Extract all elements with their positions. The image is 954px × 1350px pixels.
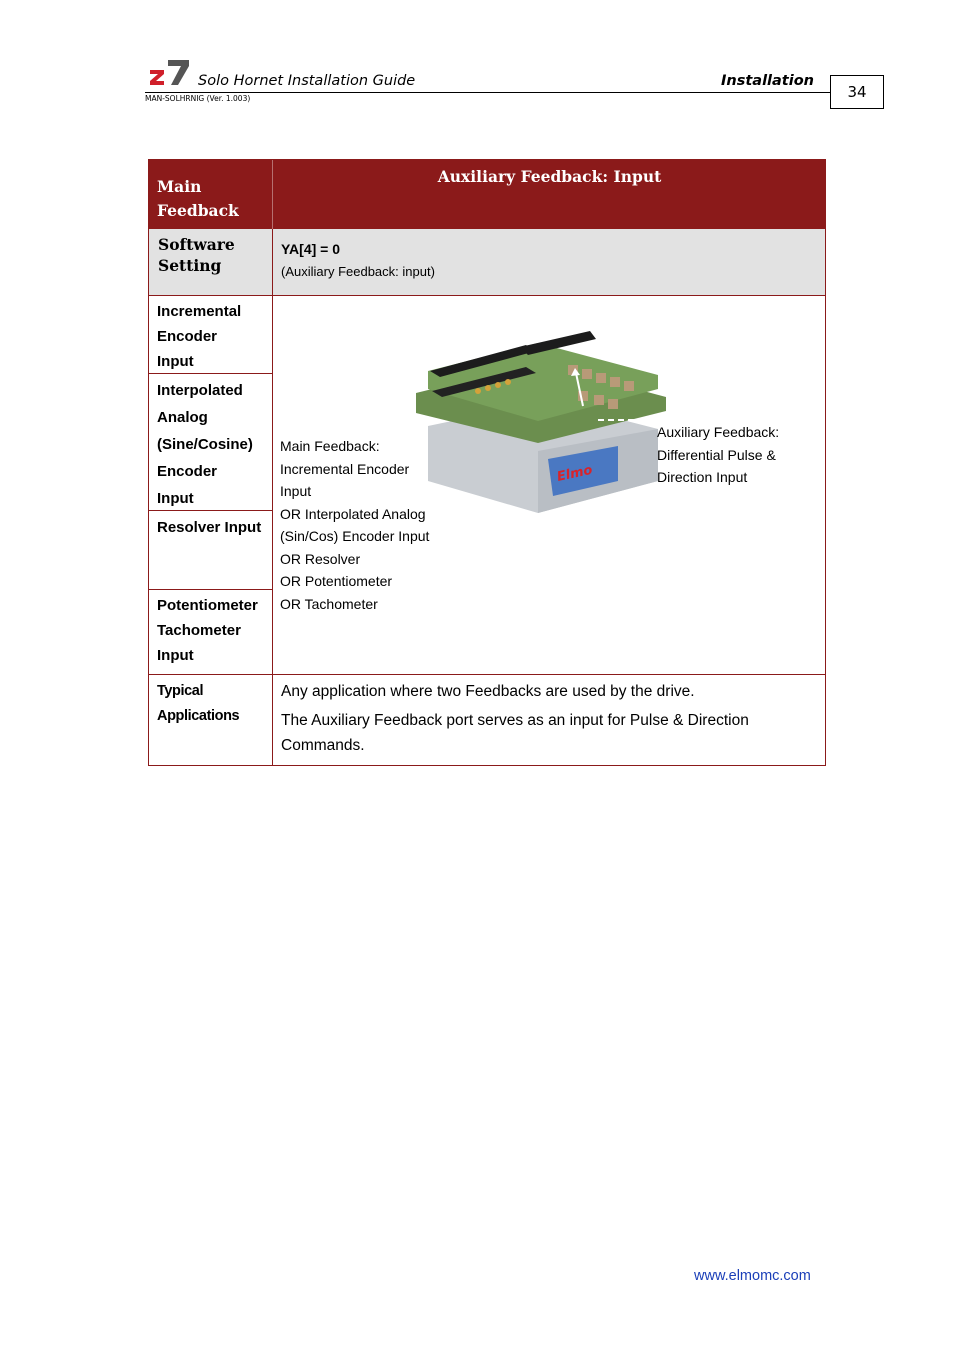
row-label-potentiometer-tachometer: Potentiometer Tachometer Input — [157, 597, 258, 664]
document-title: Solo Hornet Installation Guide — [198, 73, 416, 89]
main-feedback-header — [148, 159, 273, 229]
row-label-resolver: Resolver Input — [157, 519, 262, 536]
table-left-border — [148, 295, 149, 766]
table-right-border — [825, 295, 826, 766]
main-feedback-line: OR Resolver — [280, 550, 361, 567]
column-divider — [272, 295, 273, 766]
main-feedback-line: Input — [280, 483, 312, 499]
aux-feedback-line: Differential Pulse & — [657, 446, 776, 463]
row-label-interpolated-analog: Interpolated Analog (Sine/Cosine) Encoder Input — [157, 382, 253, 507]
software-setting-label: Software Setting — [158, 235, 235, 275]
software-setting-value-cell — [273, 229, 826, 295]
header-rule — [145, 92, 831, 93]
main-feedback-line: OR Tachometer — [280, 595, 378, 612]
aux-feedback-description — [657, 421, 817, 489]
row-divider — [148, 295, 826, 296]
main-feedback-line: Incremental Encoder — [280, 460, 410, 477]
main-feedback-line: (Sin/Cos) Encoder Input — [280, 528, 430, 544]
main-feedback-line: Main Feedback: — [280, 438, 380, 454]
typical-application-line: Commands. — [281, 737, 365, 754]
software-setting-label-cell — [148, 229, 273, 295]
typical-application-line: Any application where two Feedbacks are used by the drive. — [281, 683, 695, 700]
software-command: YA[4] = 0 — [281, 241, 341, 257]
table-bottom-border — [148, 765, 826, 766]
typical-application-line: The Auxiliary Feedback port serves as an input for Pulse & Direction — [281, 712, 749, 729]
main-feedback-line: OR Interpolated Analog — [280, 505, 426, 522]
row-divider — [148, 674, 826, 675]
aux-feedback-line: Auxiliary Feedback: — [657, 424, 780, 440]
main-feedback-description — [280, 435, 440, 615]
document-code: MAN-SOLHRNIG (Ver. 1.003) — [145, 94, 251, 103]
table-top-border — [148, 159, 826, 160]
row-label-incremental-encoder: Incremental Encoder Input — [157, 303, 242, 370]
aux-feedback-header — [273, 159, 826, 229]
footer-website-link[interactable]: www.elmomc.com — [694, 1268, 811, 1284]
svg-text:Elmo: Elmo — [555, 462, 594, 485]
row-divider — [148, 589, 273, 590]
main-feedback-line: OR Potentiometer — [280, 573, 393, 589]
page-number: 34 — [830, 75, 884, 109]
aux-feedback-header-text: Auxiliary Feedback: Input — [437, 167, 662, 186]
feedback-table — [148, 159, 826, 766]
section-title: Installation — [721, 73, 814, 89]
solo-hornet-drive-image — [408, 331, 678, 516]
software-command-note: (Auxiliary Feedback: input) — [281, 264, 435, 279]
aux-feedback-line: Direction Input — [657, 469, 748, 485]
elmo-logo-icon — [148, 58, 190, 86]
main-feedback-header-text: Main Feedback — [157, 177, 239, 220]
typical-applications-label: Typical Applications — [157, 683, 240, 724]
